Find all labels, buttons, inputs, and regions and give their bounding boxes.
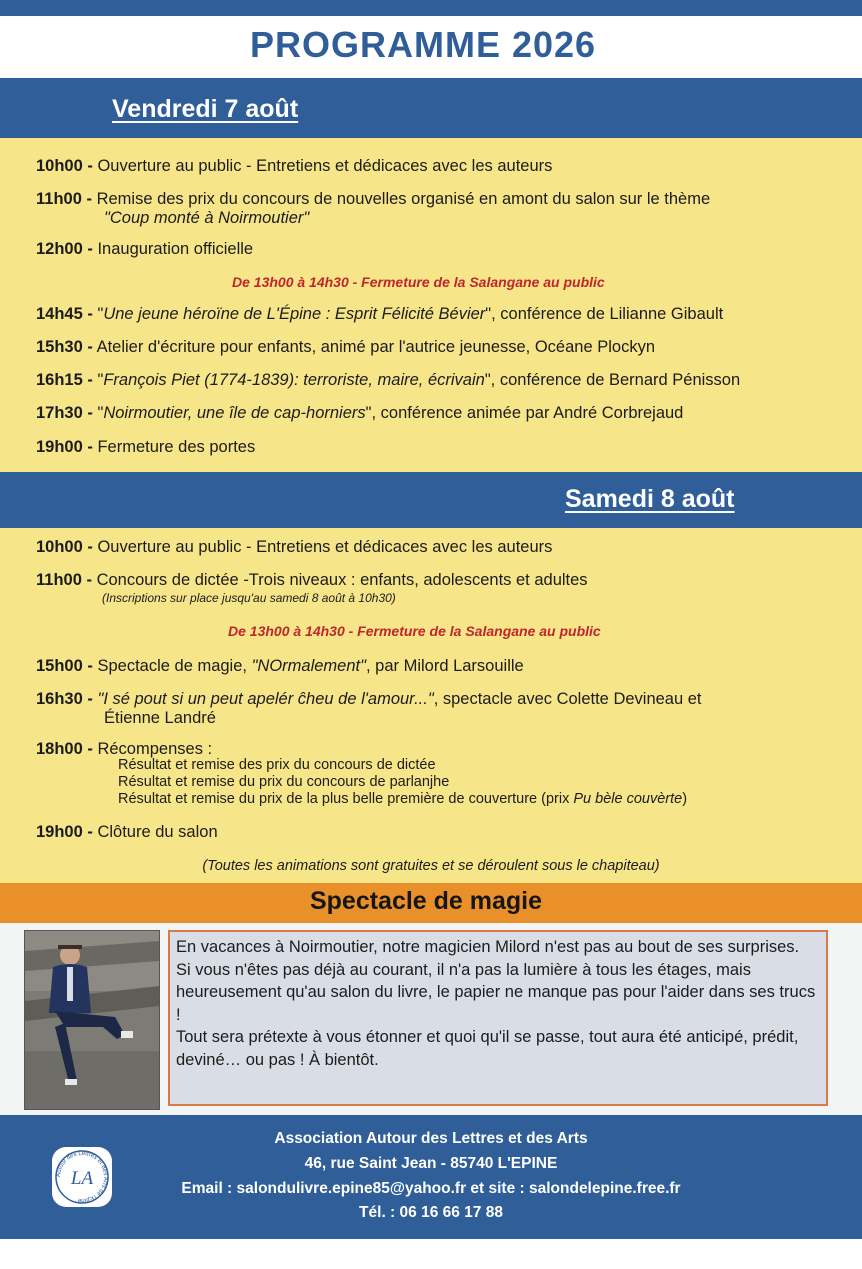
friday-item (36, 157, 552, 176)
saturday-item (36, 657, 524, 676)
friday-heading: Vendredi 7 août (112, 95, 299, 123)
item-time: 11h00 - (36, 190, 92, 208)
magic-paragraph: Tout sera prétexte à vous étonner et quoi qu'il se passe, tout aura été anticipé, prédit, deviné… ou pas ! À bientôt. (176, 1028, 799, 1069)
item-text: Remise des prix du concours de nouvelles organisé en amont du salon sur le thème (96, 190, 711, 208)
friday-item (36, 438, 255, 457)
saturday-item (36, 571, 588, 590)
item-text: Atelier d'écriture pour enfants, animé par l'autrice jeunesse, Océane Plockyn (96, 338, 655, 356)
reward-line (118, 791, 687, 808)
friday-item: 14h45 - "Une jeune héroïne de L'Épine : Esprit Félicité Bévier", conférence de Lilianne Gibault (36, 305, 724, 323)
saturday-item (36, 690, 702, 728)
item-text: , conférence de Bernard Pénisson (490, 371, 741, 389)
reward-text-end: ) (682, 791, 688, 807)
logo-ring-text: Autour des Lettres et des Arts de l'Épine (55, 1150, 109, 1204)
item-text: Fermeture des portes (97, 438, 256, 456)
item-time: 16h15 - (36, 371, 93, 389)
free-animations-note: (Toutes les animations sont gratuites et se déroulent sous le chapiteau) (202, 858, 660, 874)
friday-item: 17h30 - "Noirmoutier, une île de cap-horniers", conférence animée par André Corbrejaud (36, 404, 684, 422)
saturday-item (36, 823, 218, 842)
magic-heading: Spectacle de magie (309, 887, 543, 915)
page-title: PROGRAMME 2026 (249, 24, 597, 65)
footer-contact: Email : salondulivre.epine85@yahoo.fr et site : salondelepine.free.fr (181, 1180, 681, 1197)
reward-prize-name: Pu bèle couvèrte (573, 791, 683, 807)
saturday-closing-notice: De 13h00 à 14h30 - Fermeture de la Salangane au public (228, 623, 601, 639)
item-time: 10h00 - (36, 157, 93, 175)
item-time: 11h00 - (36, 571, 92, 589)
footer-phone: Tél. : 06 16 66 17 88 (359, 1204, 503, 1221)
item-text: Récompenses : (97, 740, 213, 758)
friday-closing-notice: De 13h00 à 14h30 - Fermeture de la Salangane au public (232, 274, 605, 290)
item-time: 19h00 - (36, 823, 93, 841)
magic-description-box (168, 930, 828, 1106)
item-quote: Noirmoutier, une île de cap-horniers (103, 404, 366, 422)
magician-photo-illustration (25, 931, 159, 1109)
item-time: 17h30 - (36, 404, 93, 422)
item-text: , par Milord Larsouille (365, 657, 524, 675)
friday-item (36, 338, 655, 357)
bottom-white-strip (0, 1239, 862, 1269)
item-time: 14h45 - (36, 305, 93, 323)
item-time: 15h00 - (36, 657, 93, 675)
item-quote: "I sé pout si un peut apelér ĉheu de l'amour..." (97, 690, 434, 708)
magic-paragraph: En vacances à Noirmoutier, notre magicien Milord n'est pas au bout de ses surprises. (176, 938, 800, 956)
item-time: 18h00 - (36, 740, 93, 758)
item-text: Concours de dictée -Trois niveaux : enfants, adolescents et adultes (96, 571, 588, 589)
item-text: Clôture du salon (97, 823, 218, 841)
footer-address: 46, rue Saint Jean - 85740 L'EPINE (304, 1155, 558, 1172)
reward-line: Résultat et remise du prix du concours de parlanjhe (118, 774, 450, 790)
friday-item (36, 190, 710, 228)
saturday-heading: Samedi 8 août (565, 485, 735, 513)
item-continuation: "Coup monté à Noirmoutier" (104, 209, 310, 227)
item-text: , spectacle avec Colette Devineau et (433, 690, 702, 708)
item-text: Inauguration officielle (97, 240, 254, 258)
reward-line: Résultat et remise des prix du concours de dictée (118, 757, 436, 773)
item-continuation: Étienne Landré (104, 709, 216, 727)
magician-photo (24, 930, 160, 1110)
item-quote: François Piet (1774-1839): terroriste, maire, écrivain (103, 371, 485, 389)
magic-paragraph: Si vous n'êtes pas déjà au courant, il n'a pas la lumière à tous les étages, mais heureusement qu'au salon du livre, le papier ne manque pas pour l'aider dans ses trucs ! (176, 960, 816, 1024)
top-blue-strip (0, 0, 862, 16)
item-text: , conférence de Lilianne Gibault (491, 305, 724, 323)
item-text: Ouverture au public - Entretiens et dédicaces avec les auteurs (97, 157, 553, 175)
item-time: 15h30 - (36, 338, 93, 356)
item-text: Ouverture au public - Entretiens et dédicaces avec les auteurs (97, 538, 553, 556)
item-quote: "NOrmalement" (251, 657, 366, 675)
item-time: 19h00 - (36, 438, 93, 456)
item-text: Spectacle de magie, (97, 657, 252, 675)
item-time: 12h00 - (36, 240, 93, 258)
item-quote: Une jeune héroïne de L'Épine : Esprit Félicité Bévier (103, 305, 486, 323)
item-time: 10h00 - (36, 538, 93, 556)
footer-association: Association Autour des Lettres et des Arts (274, 1130, 588, 1147)
reward-text: Résultat et remise du prix de la plus belle première de couverture (prix (118, 791, 574, 807)
friday-item: 16h15 - "François Piet (1774-1839): terroriste, maire, écrivain", conférence de Bernard Pénisson (36, 371, 741, 389)
item-text: , conférence animée par André Corbrejaud (371, 404, 684, 422)
inscription-note: (Inscriptions sur place jusqu'au samedi 8 août à 10h30) (102, 591, 396, 605)
saturday-item (36, 538, 552, 557)
logo-initials: LA (70, 1168, 94, 1189)
item-time: 16h30 - (36, 690, 93, 708)
friday-item (36, 240, 253, 259)
